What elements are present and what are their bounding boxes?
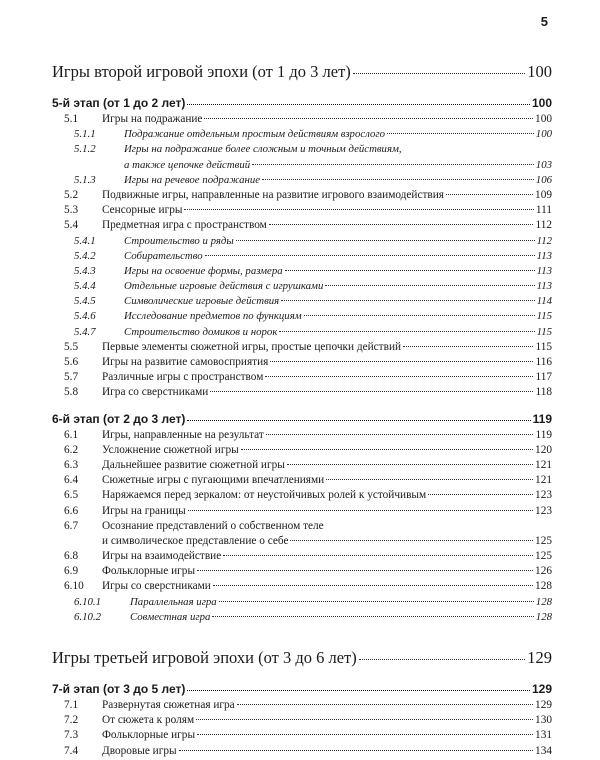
entry-page: 121: [535, 458, 552, 471]
toc-entry[interactable]: [52, 189, 552, 204]
entry-number: 7.4: [64, 744, 79, 757]
toc-entry[interactable]: [52, 174, 552, 189]
entry-title: Исследование предметов по функциям: [124, 310, 302, 323]
toc-entry[interactable]: [52, 489, 552, 504]
entry-number: 5.1.2: [74, 143, 96, 156]
entry-title: Дворовые игры: [102, 744, 177, 757]
entry-page: 119: [535, 428, 552, 441]
entry-title: Фольклорные игры: [102, 565, 196, 578]
entry-number: 6.4: [64, 474, 79, 487]
toc-entry[interactable]: [52, 699, 552, 714]
entry-page: 113: [536, 264, 552, 277]
entry-title: Игры, направленные на результат: [102, 428, 264, 441]
dot-leader: [353, 73, 525, 74]
entry-number: 6.10.1: [74, 595, 101, 608]
entry-number: 5.6: [64, 356, 79, 368]
toc-entry[interactable]: [52, 143, 552, 158]
entry-number: 6.5: [64, 489, 79, 502]
stage-title: 7-й этап (от 3 до 5 лет): [52, 682, 186, 696]
dot-leader: [187, 104, 530, 105]
era-title: Игры второй игровой эпохи (от 1 до 3 лет): [52, 62, 351, 81]
entry-page: 128: [535, 610, 552, 623]
entry-number: 5.4.2: [74, 249, 96, 262]
era-title: Игры третьей игровой эпохи (от 3 до 6 лет): [52, 648, 357, 667]
entry-page: 113: [536, 280, 552, 293]
entry-title: Отдельные игровые действия с игрушками: [124, 280, 324, 293]
entry-title: Игры со сверстниками: [102, 580, 211, 593]
entry-number: 6.3: [64, 458, 79, 471]
entry-number: 5.4: [64, 219, 79, 232]
entry-number: 5.1.1: [74, 128, 96, 141]
era-page: 100: [527, 62, 552, 81]
entry-title: Сенсорные игры: [102, 204, 183, 217]
entry-title: Совместная игра: [130, 610, 211, 623]
dot-leader: [281, 300, 534, 301]
toc-entry[interactable]: [52, 565, 552, 580]
entry-page: 125: [535, 550, 552, 563]
toc-stage-block: [52, 96, 552, 402]
entry-page: 118: [535, 386, 552, 399]
entry-page: 123: [535, 489, 552, 502]
entry-title: Усложнение сюжетной игры: [102, 443, 239, 456]
entry-page: 112: [536, 234, 552, 247]
dot-leader: [387, 133, 534, 134]
toc-entry[interactable]: [52, 219, 552, 234]
toc-entry[interactable]: [52, 580, 552, 595]
dot-leader: [188, 510, 533, 511]
entry-page: 115: [536, 310, 552, 323]
stage-page: 129: [531, 682, 552, 696]
entry-page: 109: [535, 188, 552, 201]
entry-number: 5.8: [64, 386, 79, 399]
entry-title: Игра со сверстниками: [102, 386, 209, 399]
toc-entry[interactable]: [52, 295, 552, 310]
entry-number: 5.2: [64, 188, 79, 201]
entry-page: 128: [535, 595, 552, 608]
entry-title: Игры на подражание: [102, 113, 203, 125]
toc-era-heading[interactable]: [52, 648, 552, 672]
dot-leader: [197, 570, 533, 571]
entry-page: 131: [535, 729, 552, 742]
toc-entry[interactable]: [52, 204, 552, 219]
entry-title: Осознание представлений о собственном теле: [102, 519, 324, 532]
entry-page: 106: [535, 173, 552, 186]
dot-leader: [287, 464, 533, 465]
entry-page: 115: [535, 340, 552, 353]
entry-page: 100: [535, 113, 552, 125]
entry-page: 123: [535, 504, 552, 517]
dot-leader: [213, 585, 533, 586]
toc-entry[interactable]: [52, 280, 552, 295]
era-page: 129: [527, 648, 552, 667]
entry-title: Строительство и ряды: [124, 234, 234, 247]
entry-title: От сюжета к ролям: [102, 714, 195, 727]
dot-leader: [428, 494, 533, 495]
entry-title: Подвижные игры, направленные на развитие игрового взаимодействия: [102, 188, 445, 201]
entry-page: 120: [535, 443, 552, 456]
dot-leader: [184, 209, 533, 210]
entry-title: Подражание отдельным простым действиям взрослого: [124, 128, 385, 141]
toc-entry[interactable]: [52, 596, 552, 611]
dot-leader: [237, 704, 533, 705]
toc-entry[interactable]: [52, 265, 552, 280]
entry-page: 134: [535, 744, 552, 757]
stage-title: 5-й этап (от 1 до 2 лет): [52, 96, 186, 110]
entry-title: Собирательство: [124, 249, 203, 262]
entry-number: 7.2: [64, 714, 79, 727]
entry-number: 5.1: [64, 113, 79, 125]
toc-stage-heading[interactable]: [52, 96, 552, 113]
entry-title: Наряжаемся перед зеркалом: от неустойчивых ролей к устойчивым: [102, 489, 427, 502]
entry-number: 6.1: [64, 428, 79, 441]
dot-leader: [223, 555, 533, 556]
entry-page: 114: [536, 295, 552, 308]
toc-entry[interactable]: [52, 128, 552, 143]
entry-number: 7.1: [64, 699, 79, 711]
table-of-contents: [52, 62, 552, 760]
dot-leader: [262, 179, 534, 180]
entry-page: 116: [535, 356, 552, 368]
entry-number: 6.10: [64, 580, 84, 593]
toc-entry[interactable]: [52, 444, 552, 459]
entry-page: 115: [536, 325, 552, 338]
toc-entry[interactable]: [52, 250, 552, 265]
entry-title-cont: а также цепочке действий: [124, 158, 251, 171]
dot-leader: [219, 601, 534, 602]
entry-page: 121: [535, 474, 552, 487]
toc-stage-block: [52, 412, 552, 626]
dot-leader: [241, 449, 533, 450]
toc-entry[interactable]: [52, 459, 552, 474]
entry-number: 5.5: [64, 340, 79, 353]
entry-number: 5.4.7: [74, 325, 96, 338]
entry-title: Игры на речевое подражание: [124, 173, 261, 186]
dot-leader: [205, 255, 535, 256]
entry-page: 100: [535, 128, 552, 141]
entry-title: Параллельная игра: [130, 595, 217, 608]
dot-leader: [279, 331, 534, 332]
entry-number: 5.7: [64, 371, 79, 384]
entry-number: 6.6: [64, 504, 79, 517]
dot-leader: [446, 194, 533, 195]
entry-number: 6.10.2: [74, 610, 101, 623]
entry-number: 5.4.1: [74, 234, 96, 247]
entry-page: 103: [535, 158, 552, 171]
entry-number: 5.4.5: [74, 295, 96, 308]
entry-title: Игры на развитие самовосприятия: [102, 356, 269, 368]
entry-number: 5.1.3: [74, 173, 96, 186]
entry-title: Предметная игра с пространством: [102, 219, 267, 232]
dot-leader: [196, 719, 533, 720]
toc-entry[interactable]: [52, 341, 552, 356]
entry-title: Символические игровые действия: [124, 295, 280, 308]
entry-title: Первые элементы сюжетной игры, простые цепочки действий: [102, 340, 402, 353]
dot-leader: [290, 540, 533, 541]
dot-leader: [210, 391, 533, 392]
toc-entry[interactable]: [52, 371, 552, 386]
toc-stage-block: [52, 682, 552, 760]
toc-entry[interactable]: [52, 550, 552, 565]
toc-stage-heading[interactable]: [52, 682, 552, 699]
toc-entry[interactable]: [52, 386, 552, 401]
toc-entry[interactable]: [52, 505, 552, 520]
entry-page: 112: [535, 219, 552, 232]
entry-number: 6.7: [64, 519, 79, 532]
entry-page: 113: [536, 249, 552, 262]
entry-title: Фольклорные игры: [102, 729, 196, 742]
entry-number: 5.4.4: [74, 280, 96, 293]
toc-era-heading[interactable]: [52, 62, 552, 86]
toc-entry[interactable]: [52, 520, 552, 535]
toc-entry[interactable]: [52, 745, 552, 760]
entry-title: Дальнейшее развитие сюжетной игры: [102, 458, 285, 471]
entry-page: 125: [535, 534, 552, 547]
toc-entry-continuation[interactable]: [52, 159, 552, 174]
stage-page: 119: [532, 411, 552, 426]
toc-entry[interactable]: [52, 326, 552, 341]
dot-leader: [204, 118, 533, 119]
entry-title: Различные игры с пространством: [102, 371, 264, 384]
dot-leader: [403, 346, 533, 347]
dot-leader: [269, 224, 534, 225]
entry-number: 5.4.6: [74, 310, 96, 323]
toc-entry[interactable]: [52, 474, 552, 489]
toc-entry[interactable]: [52, 310, 552, 325]
entry-title: Развернутая сюжетная игра: [102, 699, 235, 711]
dot-leader: [359, 659, 526, 660]
entry-title: Игры на границы: [102, 504, 186, 517]
entry-title: Игры на взаимодействие: [102, 550, 222, 563]
dot-leader: [325, 285, 534, 286]
dot-leader: [187, 690, 530, 691]
entry-number: 5.3: [64, 204, 79, 217]
dot-leader: [326, 479, 533, 480]
entry-page: 126: [535, 565, 552, 578]
stage-page: 100: [531, 96, 552, 110]
toc-entry[interactable]: [52, 714, 552, 729]
entry-title-cont: и символическое представление о себе: [102, 534, 289, 547]
page-number: 5: [540, 14, 548, 29]
toc-entry[interactable]: [52, 611, 552, 626]
toc-entry[interactable]: [52, 429, 552, 444]
toc-entry-continuation[interactable]: [52, 535, 552, 550]
toc-entry[interactable]: [52, 729, 552, 744]
dot-leader: [285, 270, 535, 271]
entry-page: 130: [535, 714, 552, 727]
dot-leader: [304, 315, 535, 316]
dot-leader: [252, 164, 534, 165]
dot-leader: [266, 434, 534, 435]
stage-title: 6-й этап (от 2 до 3 лет): [52, 411, 186, 426]
entry-number: 7.3: [64, 729, 79, 742]
dot-leader: [187, 420, 530, 421]
entry-page: 111: [535, 204, 552, 217]
entry-page: 128: [535, 580, 552, 593]
entry-title: Игры на подражание более сложным и точным действиям,: [124, 143, 402, 156]
entry-title: Сюжетные игры с пугающими впечатлениями: [102, 474, 325, 487]
toc-entry[interactable]: [52, 356, 552, 371]
dot-leader: [265, 376, 533, 377]
toc-entry[interactable]: [52, 113, 552, 128]
dot-leader: [236, 240, 535, 241]
entry-page: 117: [535, 371, 552, 384]
entry-number: 6.9: [64, 565, 79, 578]
dot-leader: [270, 361, 533, 362]
toc-stage-heading[interactable]: [52, 412, 552, 429]
entry-title: Строительство домиков и норок: [124, 325, 278, 338]
entry-page: 129: [535, 699, 552, 711]
entry-number: 6.2: [64, 443, 79, 456]
toc-entry[interactable]: [52, 235, 552, 250]
entry-number: 5.4.3: [74, 264, 96, 277]
dot-leader: [197, 734, 533, 735]
dot-leader: [212, 616, 533, 617]
entry-title: Игры на освоение формы, размера: [124, 264, 283, 277]
entry-number: 6.8: [64, 550, 79, 563]
